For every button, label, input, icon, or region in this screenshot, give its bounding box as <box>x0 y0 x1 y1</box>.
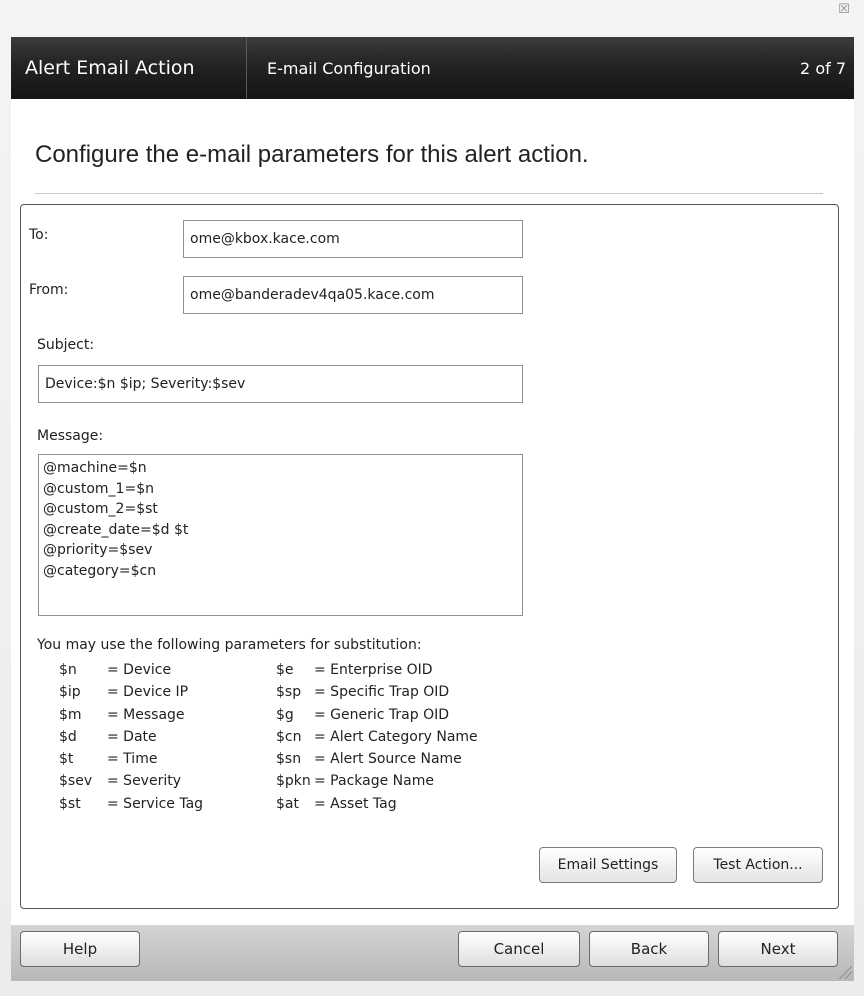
wizard-title: Alert Email Action <box>11 37 247 99</box>
message-label: Message: <box>37 428 104 444</box>
param-row: $at = Asset Tag <box>276 795 397 812</box>
param-list-right <box>276 659 478 815</box>
to-label: To: <box>29 227 49 243</box>
from-label: From: <box>29 282 69 298</box>
help-button[interactable]: Help <box>20 931 140 967</box>
wizard-header <box>11 37 854 99</box>
next-button[interactable]: Next <box>718 931 838 967</box>
email-config-panel <box>20 204 839 909</box>
wizard-step-counter: 2 of 7 <box>800 58 846 78</box>
substitution-intro: You may use the following parameters for substitution: <box>37 637 422 653</box>
param-row: $sp = Specific Trap OID <box>276 684 450 701</box>
subject-input[interactable] <box>38 365 523 403</box>
message-textarea[interactable] <box>38 454 523 616</box>
wizard-footer <box>11 925 854 981</box>
wizard-content <box>11 99 854 925</box>
param-row: $sev = Severity <box>59 773 181 790</box>
param-row: $n = Device <box>59 662 172 678</box>
param-row: $m = Message <box>59 706 185 723</box>
param-row: $ip = Device IP <box>59 684 189 701</box>
back-button[interactable]: Back <box>589 931 709 967</box>
param-row: $t = Time <box>59 751 158 768</box>
param-row: $sn = Alert Source Name <box>276 751 462 768</box>
param-row: $pkn = Package Name <box>276 773 434 790</box>
cancel-button[interactable]: Cancel <box>458 931 580 967</box>
email-settings-button[interactable]: Email Settings <box>539 847 677 883</box>
resize-grip-icon[interactable] <box>838 965 852 979</box>
test-action-button[interactable]: Test Action... <box>693 847 823 883</box>
to-input[interactable] <box>183 220 523 258</box>
page-heading: Configure the e-mail parameters for this alert action. <box>35 141 589 168</box>
subject-label: Subject: <box>37 337 95 353</box>
param-row: $st = Service Tag <box>59 795 204 812</box>
param-row: $e = Enterprise OID <box>276 662 433 678</box>
wizard-step-name: E-mail Configuration <box>267 58 431 78</box>
param-list-left <box>59 659 203 815</box>
param-row: $g = Generic Trap OID <box>276 706 450 723</box>
close-icon[interactable]: ☒ <box>838 2 850 17</box>
param-row: $d = Date <box>59 728 157 745</box>
heading-divider <box>35 193 823 194</box>
from-input[interactable] <box>183 276 523 314</box>
param-row: $cn = Alert Category Name <box>276 728 478 745</box>
